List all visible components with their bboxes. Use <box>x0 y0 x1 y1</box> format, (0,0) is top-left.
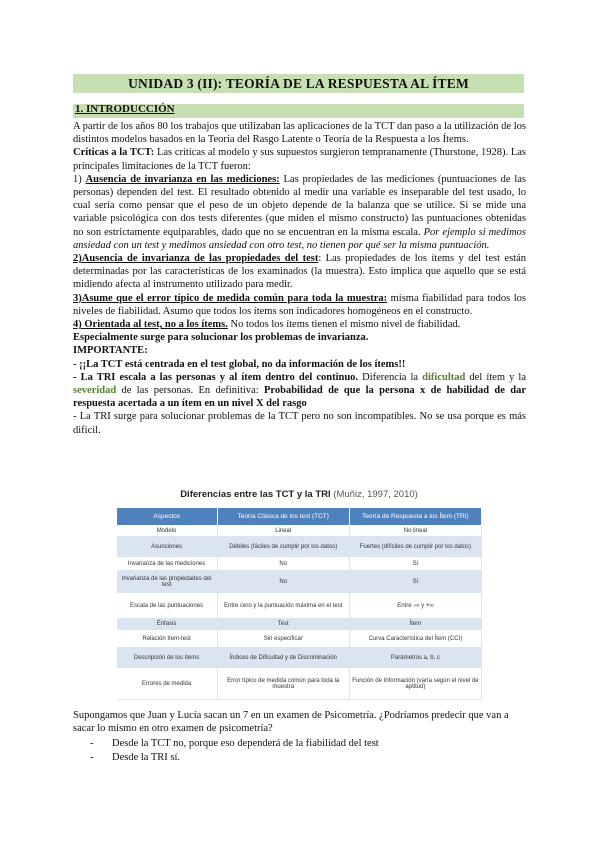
severidad-term: severidad <box>73 385 117 397</box>
table-cell-tct: Error típico de medida común para toda la muestra <box>217 668 349 700</box>
table-row <box>117 648 482 668</box>
table-cell-aspect: Escala de las puntuaciones <box>117 593 218 619</box>
table-cell-tri: Función de Información (varía según el nivel de aptitud) <box>349 668 481 700</box>
table-caption-source: (Muñiz, 1997, 2010) <box>330 489 418 500</box>
bullet-dash-icon: - <box>90 751 94 763</box>
criticas-text: Las críticas al modelo y sus supuestos surgieron tempranamente (Thurstone, 1928). Las principales limitaciones de la TCT fueron: <box>73 147 526 172</box>
header-tct: Teoría Clásica de los test (TCT) <box>217 508 349 526</box>
table-cell-tct: Sin especificar <box>217 630 349 648</box>
table-cell-tri: Entre -∞ y +∞ <box>349 593 481 619</box>
table-caption-main: Diferencias entre las TCT y la TRI <box>180 489 331 500</box>
table-row <box>117 593 482 619</box>
table-header-row <box>117 508 482 526</box>
importante-point-3: - La TRI surge para solucionar problemas de la TCT pero no son incompatibles. No se usa porque es más difícil. <box>73 411 526 436</box>
limitation-1 <box>73 173 526 252</box>
table-cell-tri: Fuertes (difíciles de cumplir por los datos) <box>349 537 481 557</box>
table-cell-tri: Sí <box>349 557 481 571</box>
table-cell-aspect: Relación ítem-test <box>117 630 218 648</box>
limitation-2 <box>73 252 526 292</box>
page-title: UNIDAD 3 (II): TEORÍA DE LA RESPUESTA AL ÍTEM <box>128 75 469 91</box>
limit4-text: No todos los ítems tienen el mismo nivel de fiabilidad. <box>227 319 461 331</box>
table-row <box>117 630 482 648</box>
importante-heading: IMPORTANTE: <box>73 345 148 357</box>
bullet-dash-icon: - <box>90 738 94 750</box>
criticas-label: Críticas a la TCT: <box>73 147 155 159</box>
header-aspectos: Aspectos <box>117 508 218 526</box>
section-heading: 1. INTRODUCCIÓN <box>75 103 175 115</box>
intro-paragraph: A partir de los años 80 los trabajos que utilizaban las aplicaciones de la TCT dan paso a la utilización de los distintos modelos basados en la Teoría del Rasgo Latente o Teoría de la Respuesta a los Ítems. <box>73 121 526 146</box>
table-cell-aspect: Invarianza de las mediciones <box>117 557 218 571</box>
table-cell-aspect: Errores de medida <box>117 668 218 700</box>
body-text <box>73 120 526 437</box>
header-tri: Teoría de Respuesta a los Ítem (TRI) <box>349 508 481 526</box>
table-row <box>117 537 482 557</box>
table-cell-aspect: Invarianza de las propiedades del test <box>117 571 218 593</box>
imp2-text-2: del ítem y la <box>465 371 526 383</box>
table-cell-tri: Curva Característica del Ítem (CCI) <box>349 630 481 648</box>
table-cell-aspect: Énfasis <box>117 619 218 630</box>
table-cell-tct: Débiles (fáciles de cumplir por los datos) <box>217 537 349 557</box>
limit1-num: 1) <box>73 173 86 185</box>
table-cell-tct: No <box>217 571 349 593</box>
table-cell-tri: Sí <box>349 571 481 593</box>
imp2-text-1: Diferencia la <box>358 371 423 383</box>
imp2-definition: Probabilidad de que la persona x de habilidad de dar respuesta acertada a un ítem en un nivel X del rasgo <box>73 385 526 410</box>
limit1-example: Por ejemplo si medimos ansiedad con un test y medimos ansiedad con otro test, no tienen por qué ser la misma puntuación. <box>73 226 527 251</box>
table-row <box>117 571 482 593</box>
limitation-3 <box>73 292 526 318</box>
question-paragraph: Supongamos que Juan y Lucía sacan un 7 en un examen de Psicometría. ¿Podríamos predecir que van a sacar lo mismo en otro examen de psicometría? <box>73 710 509 735</box>
imp2-text-3: de las personas. En definitiva: <box>116 385 264 397</box>
bullet-text: Desde la TCT no, porque eso dependerá de la fiabilidad del test <box>112 738 379 750</box>
limit1-label: Ausencia de invarianza en las mediciones: <box>85 173 280 185</box>
table-cell-aspect: Asunciones <box>117 537 218 557</box>
bullet-text: Desde la TRI sí. <box>112 751 181 763</box>
criticas-paragraph <box>73 146 526 172</box>
list-item <box>73 751 526 764</box>
limit3-text: misma fiabilidad para todos los niveles de fiabilidad. Asumo que todos los ítems son indicadores homogéneos en el constructo. <box>73 292 526 317</box>
table-cell-tri: Parámetros a, b, c <box>349 648 481 668</box>
limit2-text: : Las propiedades de los ítems y del test están determinadas por las características de los examinados (la muestra). Esto implica que aquello que se está midiendo afecta al instrumento utilizado para medir. <box>73 253 526 291</box>
especial-line: Especialmente surge para solucionar los problemas de invarianza. <box>73 332 369 344</box>
after-table-text <box>73 709 526 764</box>
table-cell-tct: Lineal <box>217 526 349 537</box>
table-caption <box>116 489 482 503</box>
table-row <box>117 668 482 700</box>
table-cell-aspect: Descripción de los ítems <box>117 648 218 668</box>
table-row <box>117 557 482 571</box>
table-cell-tct: Test <box>217 619 349 630</box>
limit1-text: Las propiedades de las mediciones (puntuaciones de las personas) dependen del test. El resultado obtenido al medir una variable es inseparable del test usado, lo cual sería como pensar que el peso de un objeto depende de la balanza que se utilice. Si se mide una variable psicológica con dos tests diferentes (que miden el mismo constructo) las puntuaciones obtenidas no son estrictamente equiparables, dado que no se encuentran en la misma escala. <box>73 173 527 238</box>
title-highlight <box>73 74 524 93</box>
limit4-label: 4) Orientada al test, no a los ítems. <box>73 319 228 331</box>
importante-point-2 <box>73 371 526 411</box>
limit2-label: 2)Ausencia de invarianza de las propiedades del test <box>73 253 319 265</box>
answer-list <box>73 737 526 763</box>
list-item <box>73 737 526 750</box>
dificultad-term: dificultad <box>422 371 466 383</box>
imp2-lead: - La TRI escala a las personas y al ítem dentro del continuo. <box>73 371 359 383</box>
comparison-table <box>116 507 482 700</box>
table-cell-tct: Entre cero y la puntuación máxima en el test <box>217 593 349 619</box>
table-row <box>117 619 482 630</box>
table-cell-tct: Índices de Dificultad y de Discriminación <box>217 648 349 668</box>
table-cell-tri: Ítem <box>349 619 481 630</box>
table-row <box>117 526 482 537</box>
comparison-table-figure <box>116 489 482 700</box>
table-cell-aspect: Modelo <box>117 526 218 537</box>
importante-point-1: - ¡¡La TCT está centrada en el test global, no da información de los ítems!! <box>73 358 406 370</box>
limitation-4 <box>73 318 526 331</box>
limit3-label: 3)Asume que el error típico de medida común para toda la muestra: <box>73 292 388 304</box>
table-cell-tct: No <box>217 557 349 571</box>
table-cell-tri: No lineal <box>349 526 481 537</box>
